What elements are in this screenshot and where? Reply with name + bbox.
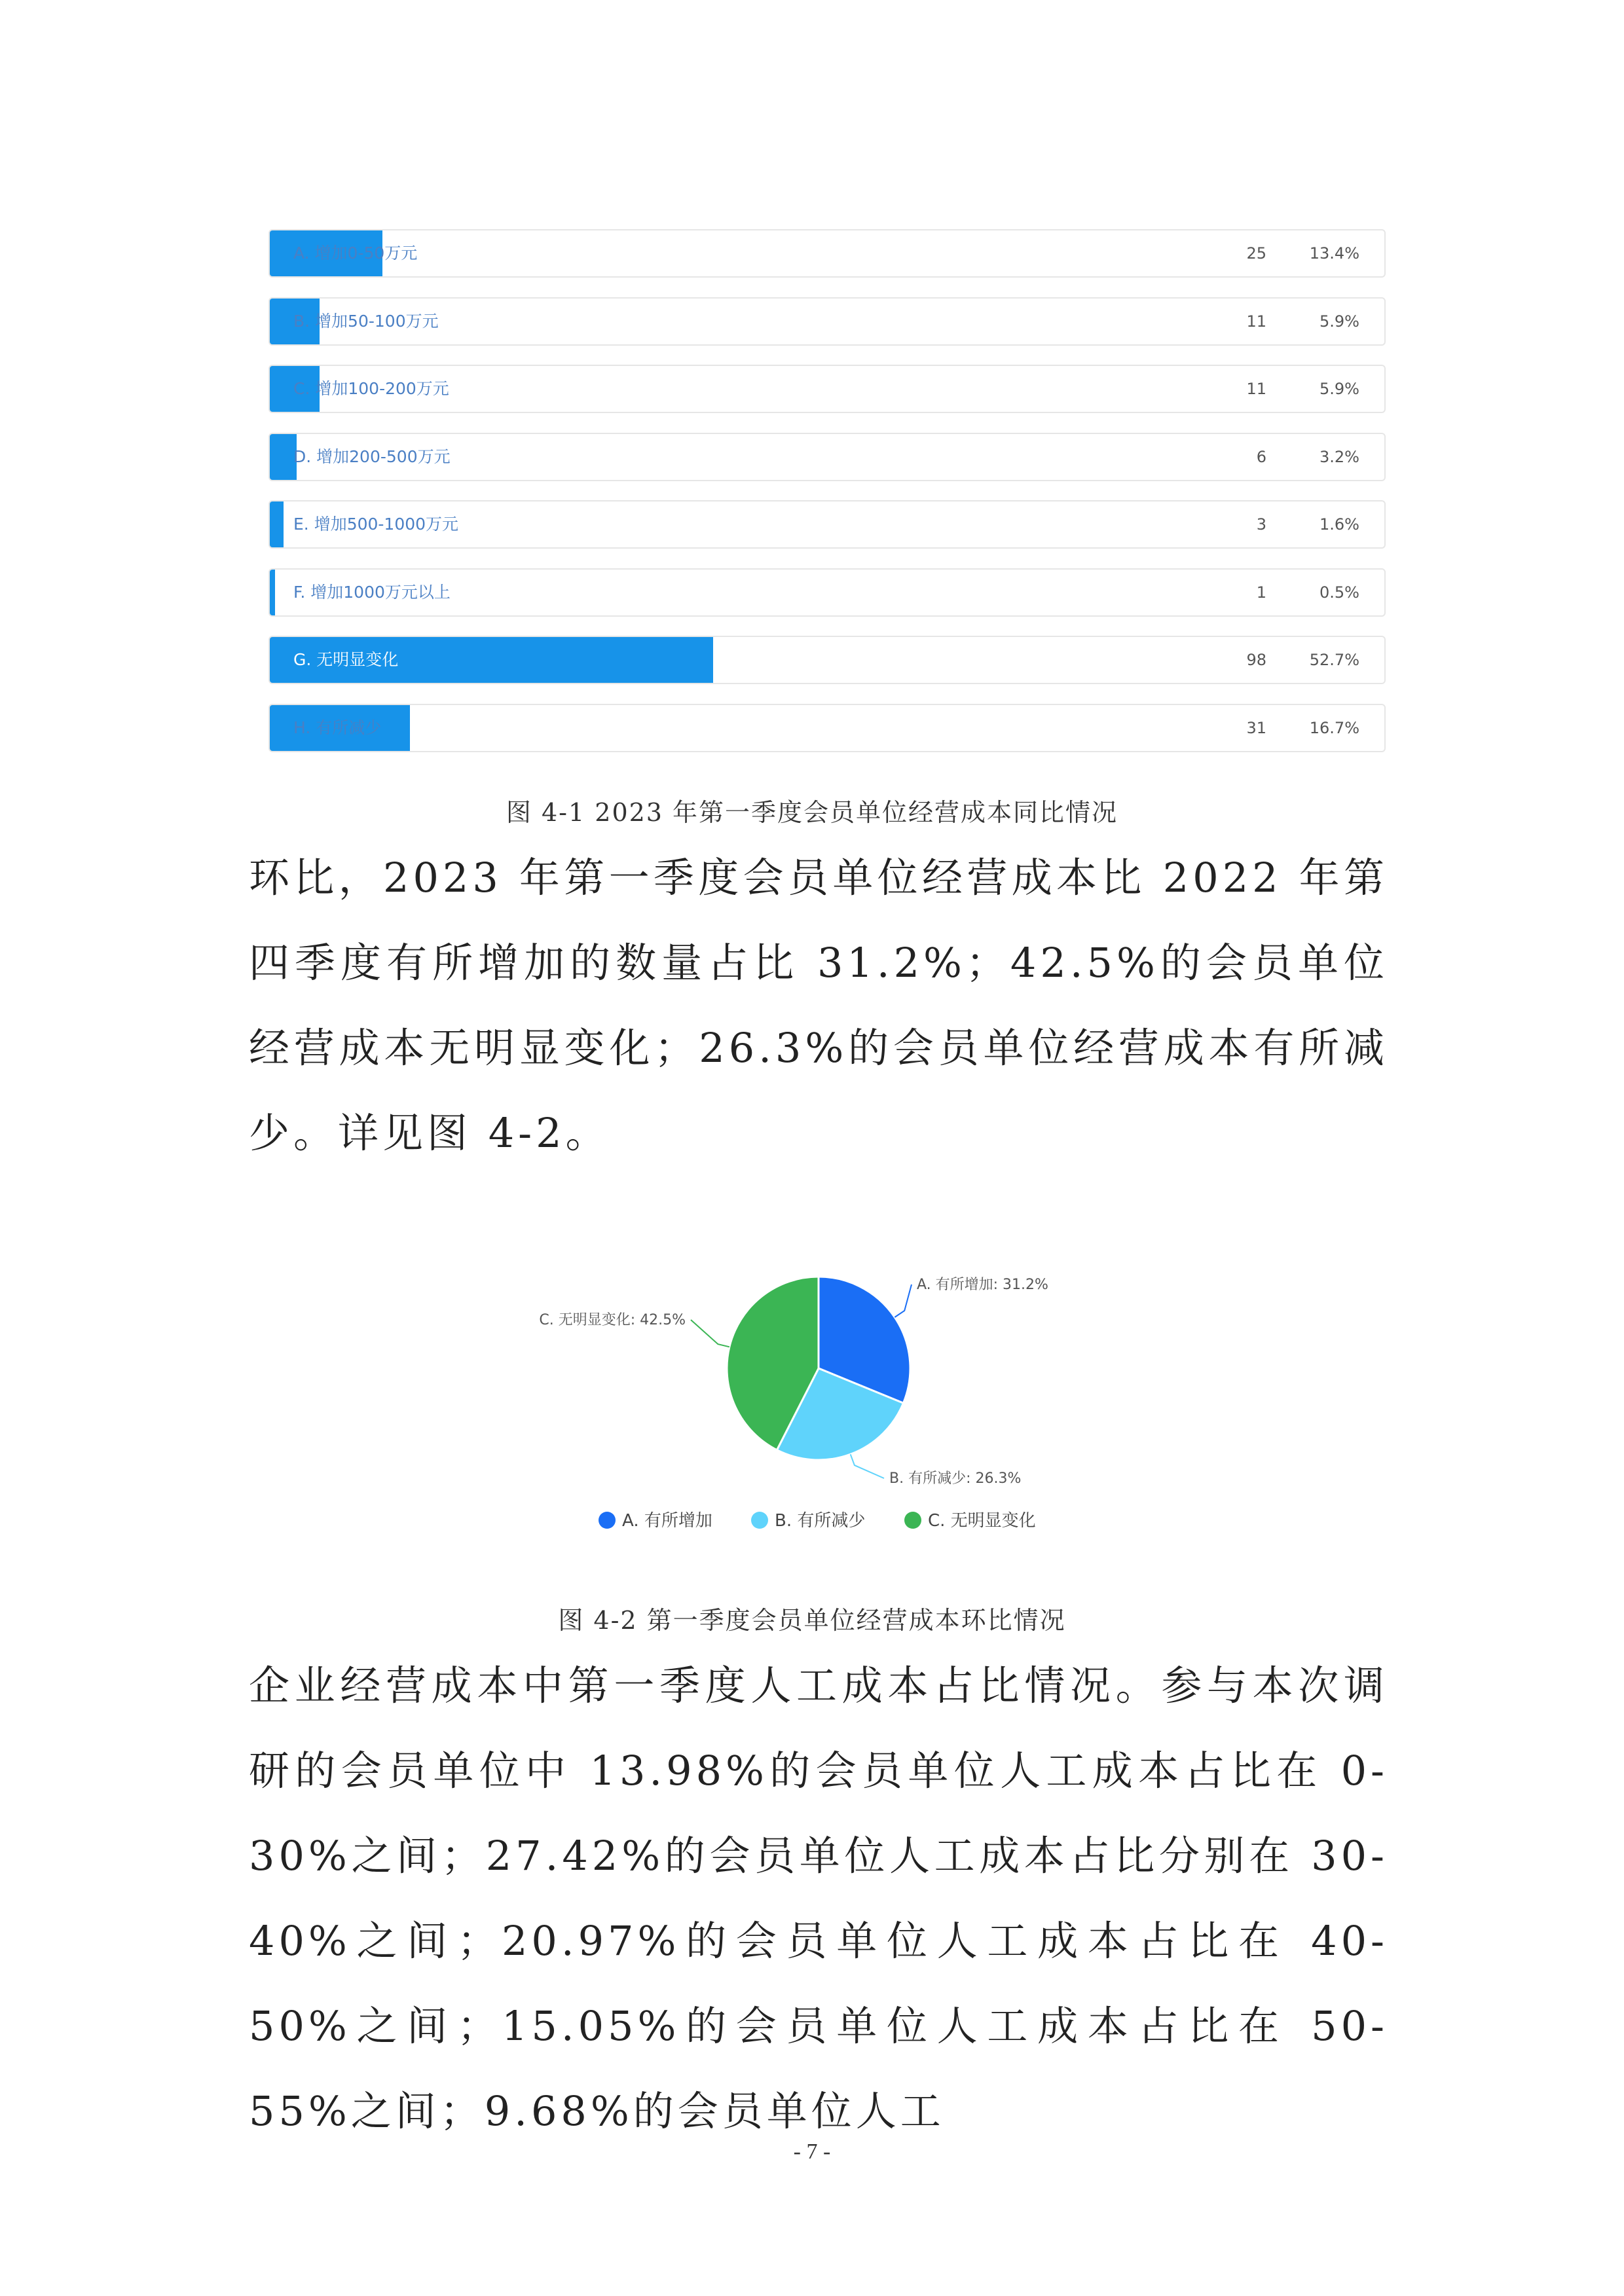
paragraph-1: 环比，2023 年第一季度会员单位经营成本比 2022 年第四季度有所增加的数量占比 31.2%；42.5%的会员单位经营成本无明显变化；26.3%的会员单位经营成本有所减少。详见图 4-2。 xyxy=(249,854,1388,1157)
bar-row xyxy=(268,229,1386,278)
paragraph-2: 企业经营成本中第一季度人工成本占比情况。参与本次调研的会员单位中 13.98%的会员单位人工成本占比在 0-30%之间；27.42%的会员单位人工成本占比分别在 30-40%之间；20.97%的会员单位人工成本占比在 40-50%之间；15.05%的会员单位人工成本占比在 50-55%之间；9.68%的会员单位人工 xyxy=(249,1662,1388,2135)
bar-label: B. 增加50-100万元 xyxy=(293,311,439,331)
bar-count: 31 xyxy=(1246,718,1266,737)
bar-percentage: 0.5% xyxy=(1320,583,1359,602)
bar-percentage: 1.6% xyxy=(1320,515,1359,534)
pie-leader-line xyxy=(895,1285,912,1317)
bar-label: C. 增加100-200万元 xyxy=(293,379,449,398)
legend-marker xyxy=(751,1512,768,1529)
bar-count: 25 xyxy=(1246,244,1266,263)
legend-label: C. 无明显变化 xyxy=(928,1511,1036,1531)
page-number: - 7 - xyxy=(793,2140,831,2164)
bar-count: 11 xyxy=(1246,380,1266,398)
bar-count: 11 xyxy=(1246,312,1266,331)
bar-percentage: 5.9% xyxy=(1320,312,1359,331)
legend-marker xyxy=(904,1512,921,1529)
bar-count: 3 xyxy=(1256,515,1266,534)
legend-label: A. 有所增加 xyxy=(622,1511,712,1531)
bar-label: A. 增加0-50万元 xyxy=(293,244,418,263)
bar-label: E. 增加500-1000万元 xyxy=(293,515,459,534)
figure-caption-4-2: 图 4-2 第一季度会员单位经营成本环比情况 xyxy=(558,1606,1066,1635)
bar-row xyxy=(268,636,1386,684)
bar-count: 6 xyxy=(1256,447,1266,466)
bar-row xyxy=(268,568,1386,617)
pie-slice-label: C. 无明显变化: 42.5% xyxy=(539,1312,686,1328)
bar-label: D. 增加200-500万元 xyxy=(293,446,451,466)
pie-slice-label: A. 有所增加: 31.2% xyxy=(917,1277,1048,1293)
bar-fill xyxy=(270,570,275,615)
figure-caption-4-1: 图 4-1 2023 年第一季度会员单位经营成本同比情况 xyxy=(506,798,1118,827)
bar-row xyxy=(268,500,1386,549)
bar-percentage: 52.7% xyxy=(1309,651,1359,669)
bar-percentage: 13.4% xyxy=(1309,244,1359,263)
bar-label: G. 无明显变化 xyxy=(293,650,399,669)
bar-label: H. 有所减少 xyxy=(293,718,382,737)
legend-marker xyxy=(599,1512,616,1529)
pie-leader-line xyxy=(691,1320,729,1347)
legend-label: B. 有所减少 xyxy=(775,1511,866,1531)
bar-row xyxy=(268,365,1386,413)
bar-fill xyxy=(270,501,284,547)
bar-row xyxy=(268,704,1386,752)
pie-leader-line xyxy=(851,1454,884,1478)
pie-chart xyxy=(511,1257,1139,1545)
bar-label: F. 增加1000万元以上 xyxy=(293,582,451,602)
bar-percentage: 5.9% xyxy=(1320,380,1359,398)
pie-slice-label: B. 有所减少: 26.3% xyxy=(889,1470,1022,1487)
bar-percentage: 16.7% xyxy=(1309,718,1359,737)
bar-fill xyxy=(270,434,297,480)
bar-row xyxy=(268,433,1386,481)
bar-percentage: 3.2% xyxy=(1320,447,1359,466)
bar-count: 98 xyxy=(1246,651,1266,669)
bar-row xyxy=(268,297,1386,346)
bar-count: 1 xyxy=(1256,583,1266,602)
